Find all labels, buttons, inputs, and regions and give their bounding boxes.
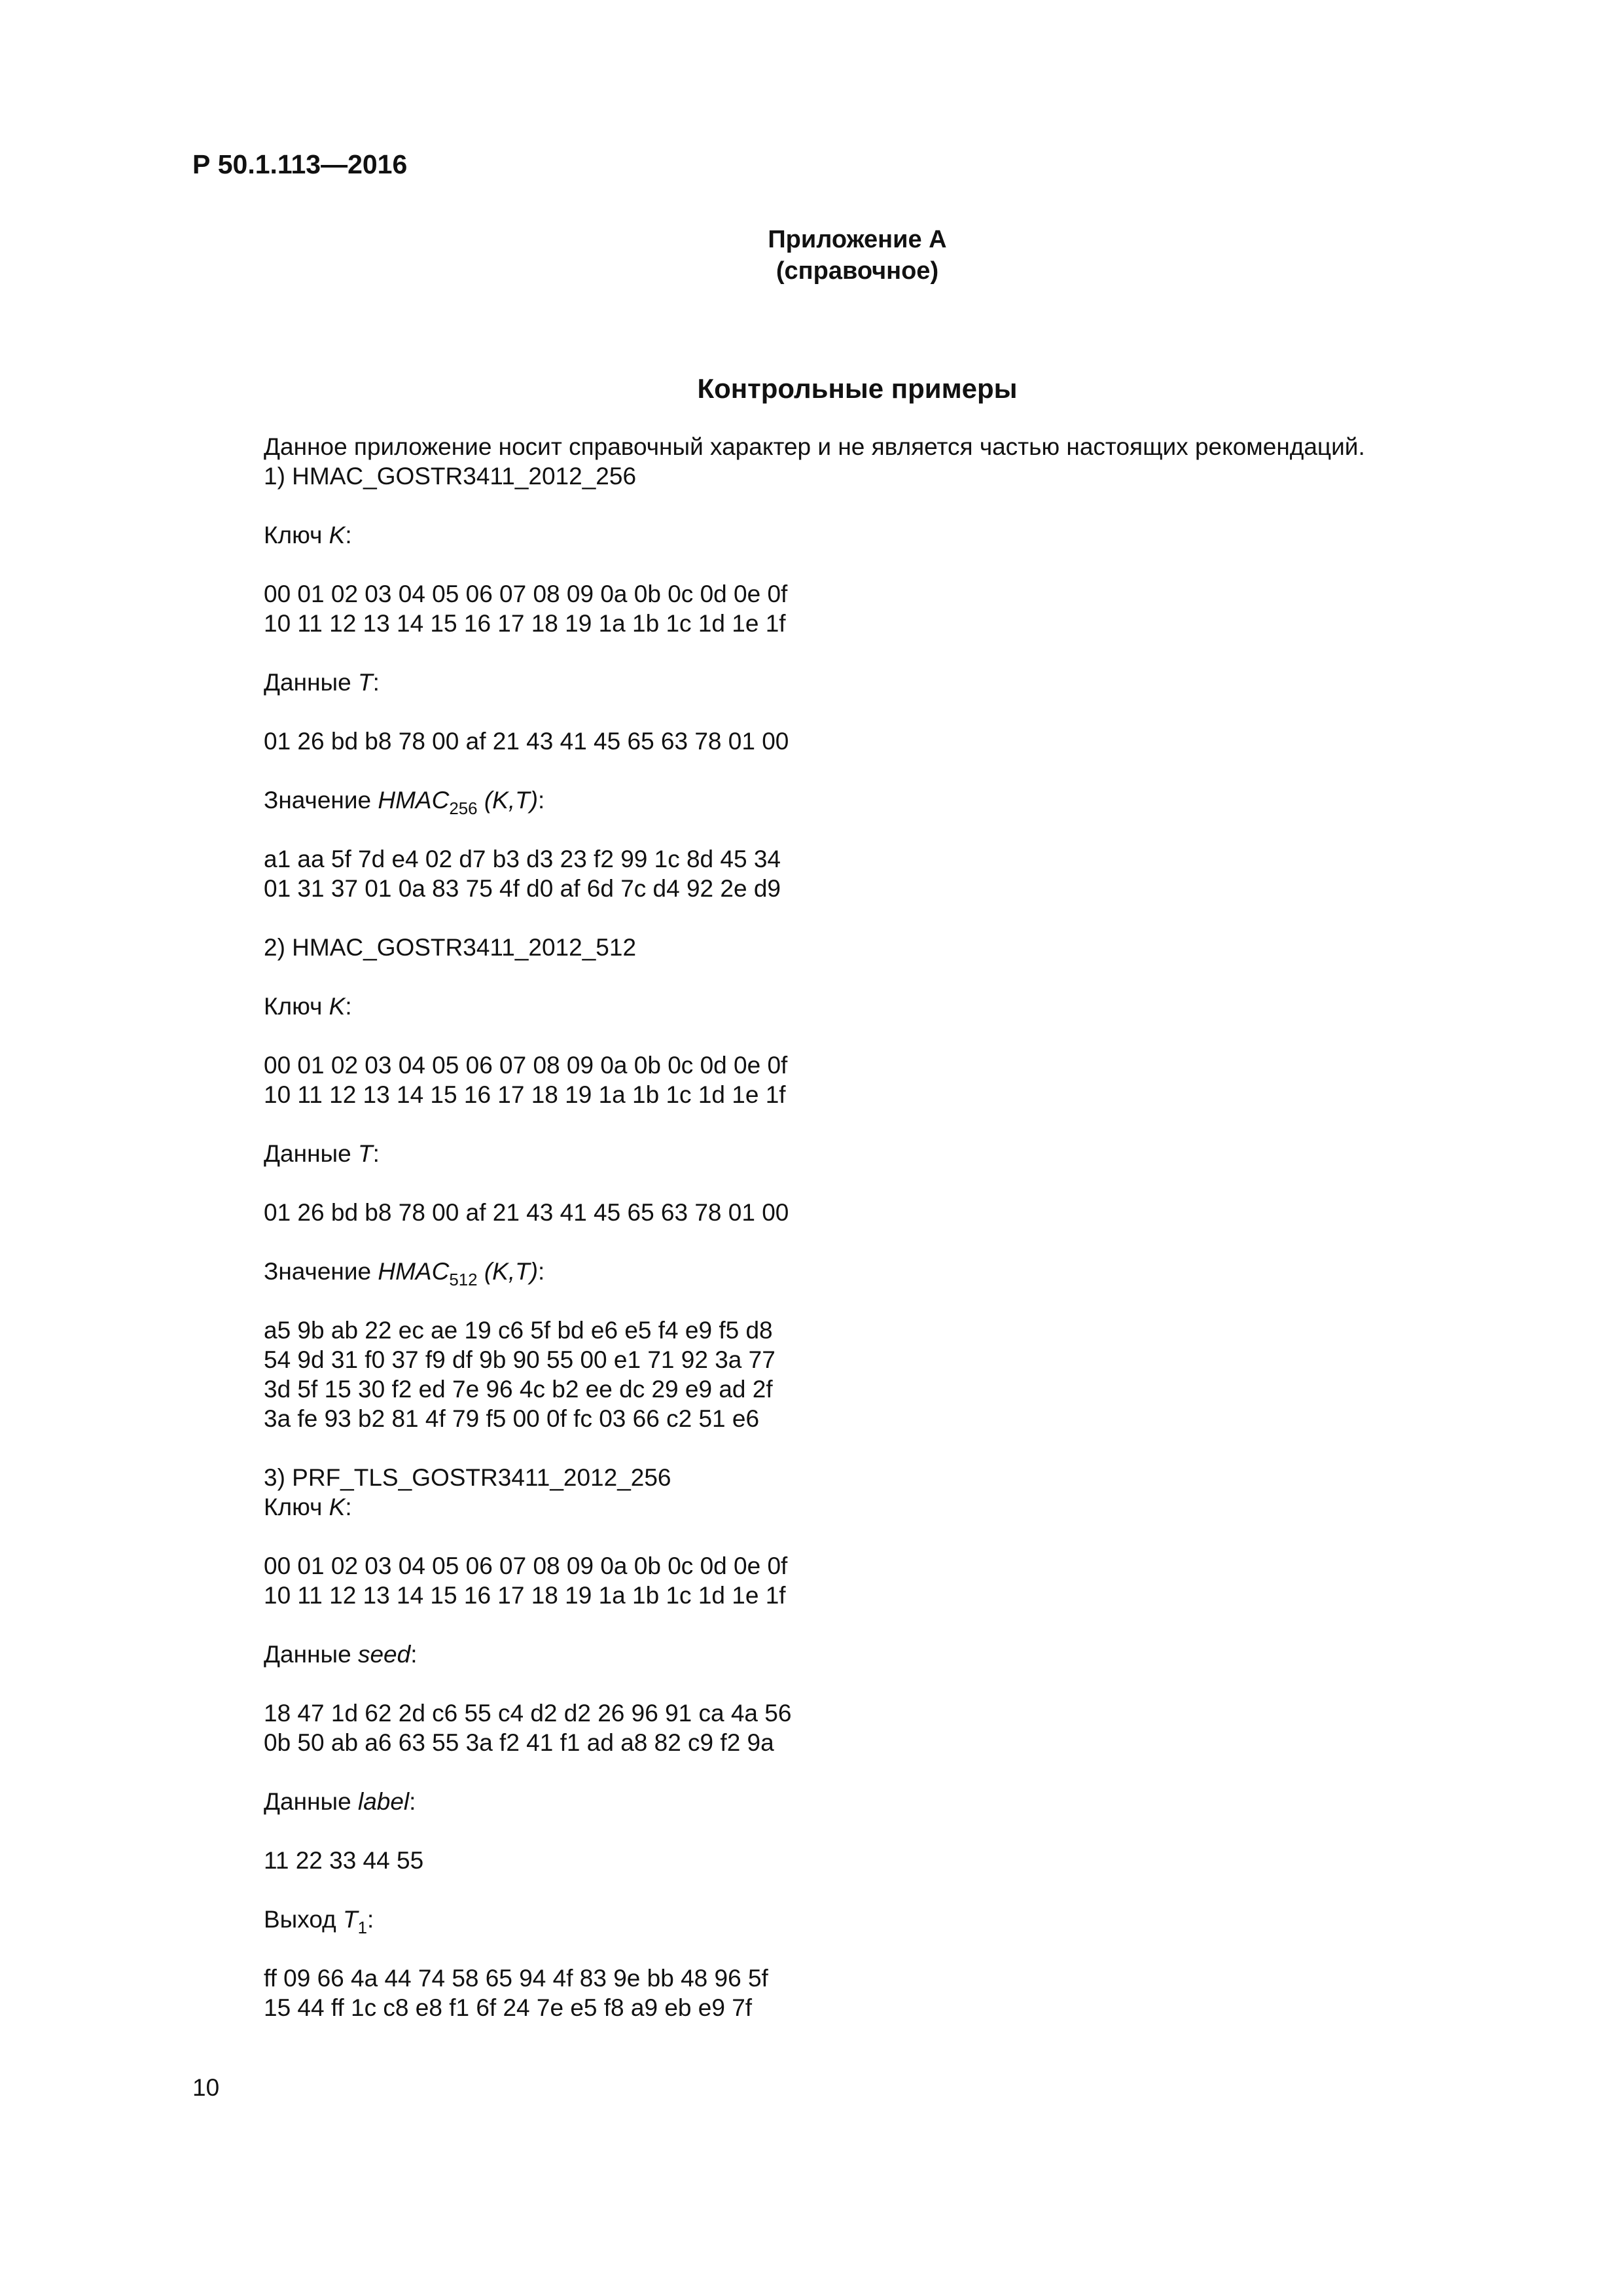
section-title: Контрольные примеры <box>697 373 1018 404</box>
example-1-value-label: Значение $HMAC_{256}$ (K,T): <box>264 787 545 819</box>
example-1-data-line: 01 26 bd b8 78 00 af 21 43 41 45 65 63 78 01 00 <box>264 728 789 755</box>
example-2-key-label: Ключ K: <box>264 993 352 1020</box>
example-3-key-line: 10 11 12 13 14 15 16 17 18 19 1a 1b 1c 1d 1e 1f <box>264 1582 786 1609</box>
example-1-title: 1) HMAC_GOSTR3411_2012_256 <box>264 463 637 490</box>
document-body <box>264 432 1507 2022</box>
example-3-output-line: ff 09 66 4a 44 74 58 65 94 4f 83 9e bb 48 96 5f <box>264 1965 768 1992</box>
example-1-key-label: Ключ K: <box>264 522 352 548</box>
example-3-key-line: 00 01 02 03 04 05 06 07 08 09 0a 0b 0c 0d 0e 0f <box>264 1552 788 1579</box>
example-2-data-label: Данные T: <box>264 1140 380 1167</box>
example-2-value-line: 3d 5f 15 30 f2 ed 7e 96 4c b2 ee dc 29 e9 ad 2f <box>264 1376 773 1403</box>
example-3-label-label: Данные label: <box>264 1788 416 1815</box>
example-3-seed-line: 18 47 1d 62 2d c6 55 c4 d2 d2 26 96 91 ca 4a 56 <box>264 1700 792 1727</box>
example-2-key-line: 00 01 02 03 04 05 06 07 08 09 0a 0b 0c 0d 0e 0f <box>264 1052 788 1079</box>
example-1-key-line: 10 11 12 13 14 15 16 17 18 19 1a 1b 1c 1d 1e 1f <box>264 610 786 637</box>
example-1-value-line: 01 31 37 01 0a 83 75 4f d0 af 6d 7c d4 92 2e d9 <box>264 875 781 902</box>
example-2-value-label: Значение $HMAC_{512}$ (K,T): <box>264 1258 545 1290</box>
example-2-title: 2) HMAC_GOSTR3411_2012_512 <box>264 934 637 961</box>
example-3-key-label: Ключ K: <box>264 1494 352 1520</box>
document-code: Р 50.1.113—2016 <box>192 149 408 179</box>
example-3-title: 3) PRF_TLS_GOSTR3411_2012_256 <box>264 1464 671 1491</box>
annex-heading <box>0 224 1623 287</box>
example-2-value-line: 54 9d 31 f0 37 f9 df 9b 90 55 00 e1 71 92 3a 77 <box>264 1346 776 1373</box>
annex-title: Приложение А <box>768 226 947 253</box>
example-2-value-line: 3a fe 93 b2 81 4f 79 f5 00 0f fc 03 66 c2 51 e6 <box>264 1405 760 1432</box>
example-3-seed-line: 0b 50 ab a6 63 55 3a f2 41 f1 ad a8 82 c9 f2 9a <box>264 1729 774 1756</box>
example-2-key-line: 10 11 12 13 14 15 16 17 18 19 1a 1b 1c 1d 1e 1f <box>264 1081 786 1108</box>
example-2-data-line: 01 26 bd b8 78 00 af 21 43 41 45 65 63 78 01 00 <box>264 1199 789 1226</box>
example-1-data-label: Данные T: <box>264 669 380 696</box>
example-1-value-line: a1 aa 5f 7d e4 02 d7 b3 d3 23 f2 99 1c 8d 45 34 <box>264 846 781 872</box>
example-3-output-line: 15 44 ff 1c c8 e8 f1 6f 24 7e e5 f8 a9 eb e9 7f <box>264 1994 753 2021</box>
example-3-output-label: Выход $T_1$: <box>264 1906 374 1938</box>
example-3-seed-label: Данные seed: <box>264 1641 418 1668</box>
annex-status: (справочное) <box>776 257 939 285</box>
example-2-value-line: a5 9b ab 22 ec ae 19 c6 5f bd e6 e5 f4 e9 f5 d8 <box>264 1317 773 1344</box>
page-number: 10 <box>192 2074 220 2101</box>
example-1-key-line: 00 01 02 03 04 05 06 07 08 09 0a 0b 0c 0d 0e 0f <box>264 581 788 607</box>
example-3-label-line: 11 22 33 44 55 <box>264 1847 424 1874</box>
intro-paragraph: Данное приложение носит справочный характер и не является частью настоящих рекомендаций. <box>264 433 1365 460</box>
